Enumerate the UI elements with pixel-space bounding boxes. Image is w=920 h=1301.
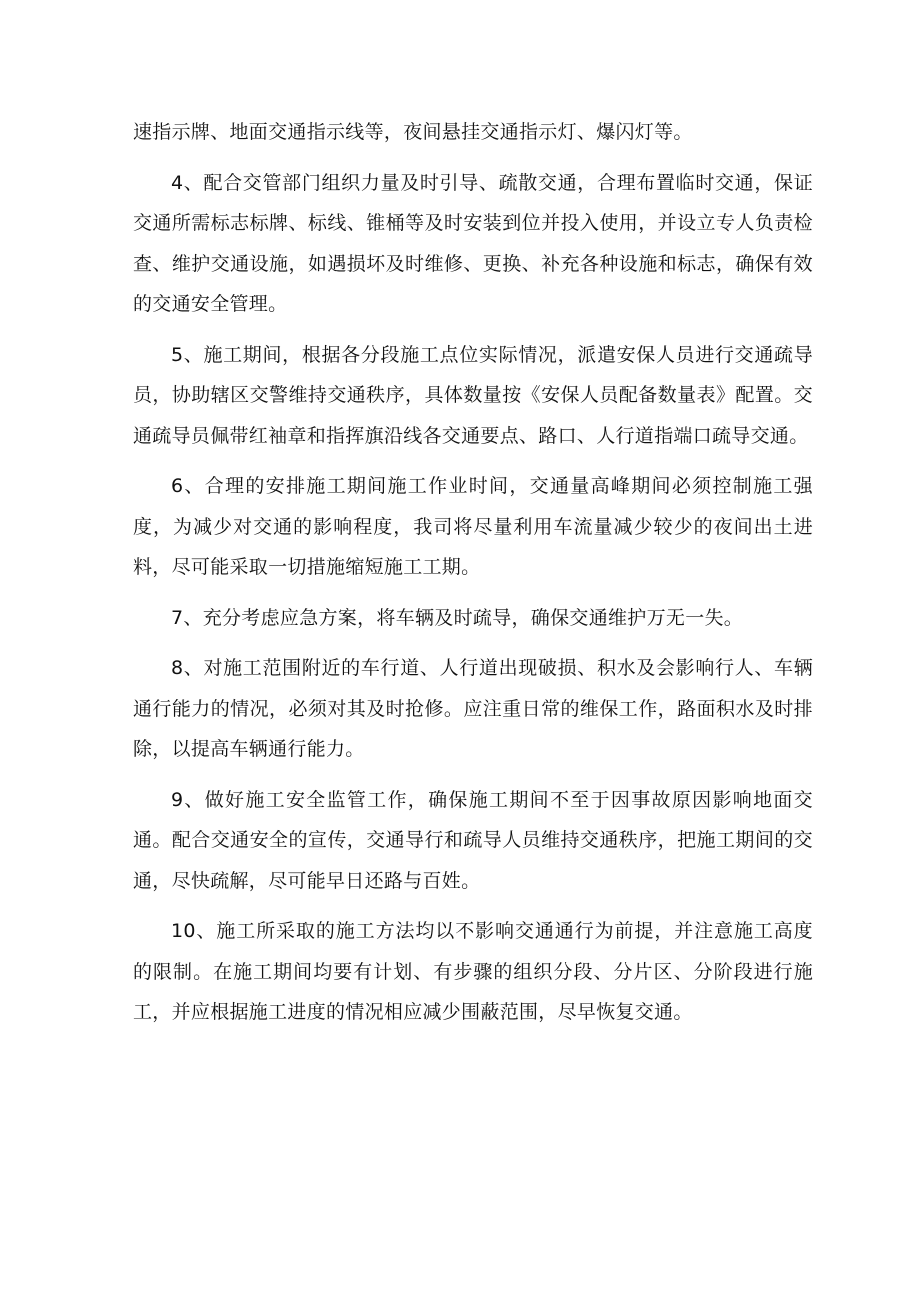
paragraph-item-8: 8、对施工范围附近的车行道、人行道出现破损、积水及会影响行人、车辆通行能力的情况，必须对其及时抢修。应注重日常的维保工作，路面积水及时排除，以提高车辆通行能力。	[133, 657, 813, 760]
document-body	[133, 112, 813, 1043]
paragraph-item-5: 5、施工期间，根据各分段施工点位实际情况，派遣安保人员进行交通疏导员，协助辖区交警维持交通秩序，具体数量按《安保人员配备数量表》配置。交通疏导员佩带红袖章和指挥旗沿线各交通要点、路口、人行道指端口疏导交通。	[133, 343, 813, 447]
paragraph-item-6: 6、合理的安排施工期间施工作业时间，交通量高峰期间必须控制施工强度，为减少对交通的影响程度，我司将尽量利用车流量减少较少的夜间出土进料，尽可能采取一切措施缩短施工工期。	[133, 475, 813, 578]
paragraph-item-9: 9、做好施工安全监管工作，确保施工期间不至于因事故原因影响地面交通。配合交通安全的宣传，交通导行和疏导人员维持交通秩序，把施工期间的交通，尽快疏解，尽可能早日还路与百姓。	[133, 788, 813, 892]
paragraph-item-7: 7、充分考虑应急方案，将车辆及时疏导，确保交通维护万无一失。	[171, 606, 744, 629]
paragraph-item-4: 4、配合交管部门组织力量及时引导、疏散交通，合理布置临时交通，保证交通所需标志标牌、标线、锥桶等及时安装到位并投入使用，并设立专人负责检查、维护交通设施，如遇损坏及时维修、更换、补充各种设施和标志，确保有效的交通安全管理。	[133, 171, 813, 315]
paragraph-continuation: 速指示牌、地面交通指示线等，夜间悬挂交通指示灯、爆闪灯等。	[133, 121, 693, 143]
paragraph-item-10: 10、施工所采取的施工方法均以不影响交通通行为前提，并注意施工高度的限制。在施工期间均要有计划、有步骤的组织分段、分片区、分阶段进行施工，并应根据施工进度的情况相应减少围蔽范围，尽早恢复交通。	[133, 920, 813, 1023]
